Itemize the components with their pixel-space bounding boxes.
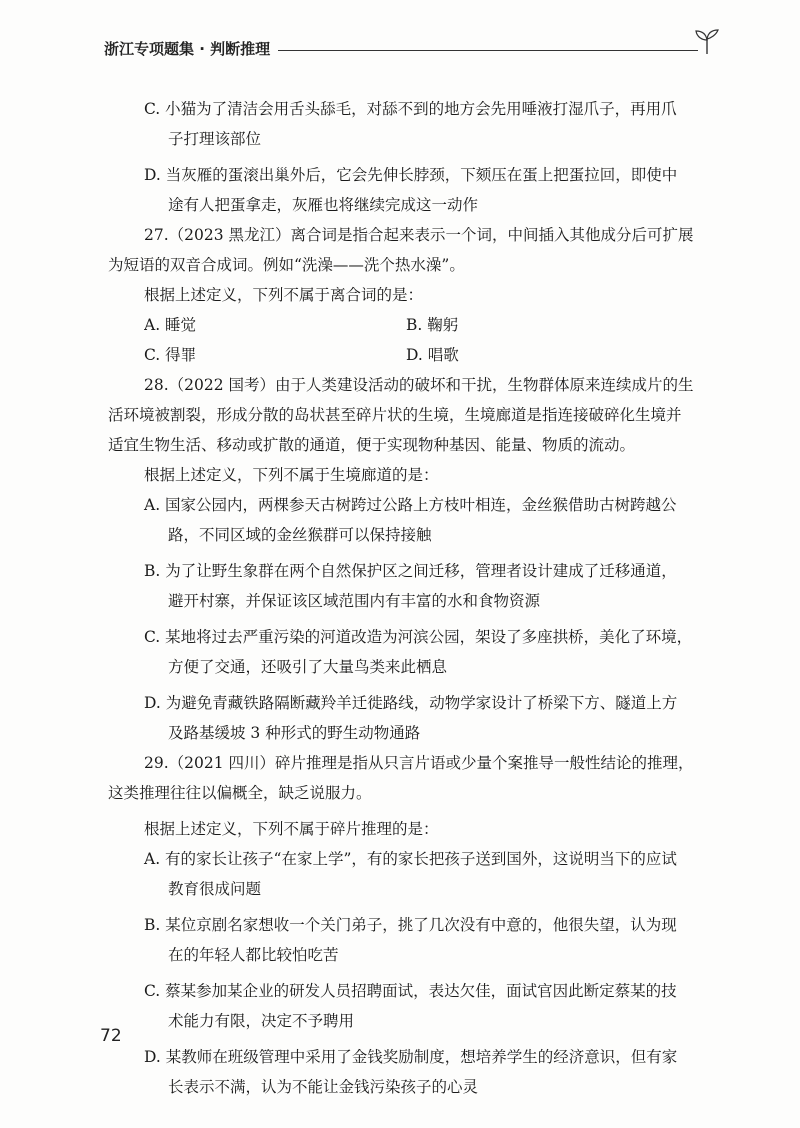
header-rule [278,50,698,51]
option-c: C. 得罪 [144,346,197,364]
option-d-cont: 及路基缓坡 3 种形式的野生动物通路 [168,724,421,742]
option-a: A. 睡觉 [144,316,197,334]
question-27 [108,222,720,369]
question-26-options [108,96,720,219]
option-c: C. 某地将过去严重污染的河道改造为河滨公园，架设了多座拱桥，美化了环境， [144,628,693,646]
question-29-stem: 29.（2021 四川）碎片推理是指从只言片语或少量个案推导一般性结论的推理， [144,754,694,772]
option-b: B. 某位京剧名家想收一个关门弟子，挑了几次没有中意的，他很失望，认为现 [144,916,677,934]
option-d: D. 某教师在班级管理中采用了金钱奖励制度，想培养学生的经济意识，但有家 [144,1048,678,1066]
option-a-cont: 教育很成问题 [168,880,262,898]
option-d-cont: 途有人把蛋拿走，灰雁也将继续完成这一动作 [168,196,479,214]
option-c: C. 小猫为了清洁会用舌头舔毛，对舔不到的地方会先用唾液打湿爪子，再用爪 [144,100,677,118]
header-title: 浙江专项题集 · 判断推理 [104,40,271,58]
question-27-options-row-1 [108,312,720,339]
question-content [108,96,720,1101]
option-a: A. 有的家长让孩子“在家上学”，有的家长把孩子送到国外，这说明当下的应试 [144,850,677,868]
option-a: A. 国家公园内，两棵参天古树跨过公路上方枝叶相连，金丝猴借助古树跨越公 [144,496,677,514]
option-b-cont: 避开村寨，并保证该区域范围内有丰富的水和食物资源 [168,592,541,610]
option-d: D. 当灰雁的蛋滚出巢外后，它会先伸长脖颈，下颏压在蛋上把蛋拉回，即使中 [144,166,678,184]
option-c-cont: 术能力有限，决定不予聘用 [168,1012,355,1030]
question-28-stem-cont: 活环境被割裂，形成分散的岛状甚至碎片状的生境，生境廊道是指连接破碎化生境并 [108,406,682,424]
option-d: D. 为避免青藏铁路隔断藏羚羊迁徙路线，动物学家设计了桥梁下方、隧道上方 [144,694,678,712]
question-28-stem-cont: 适宜生物生活、移动或扩散的通道，便于实现物种基因、能量、物质的流动。 [108,436,636,454]
question-28-intro: 根据上述定义，下列不属于生境廊道的是： [144,466,439,484]
question-28-stem: 28.（2022 国考）由于人类建设活动的破坏和干扰，生物群体原来连续成片的生 [144,376,694,394]
question-27-stem: 27.（2023 黑龙江）离合词是指合起来表示一个词，中间插入其他成分后可扩展 [144,226,694,244]
question-28 [108,372,720,747]
option-a-cont: 路，不同区域的金丝猴群可以保持接触 [168,526,432,544]
option-d: D. 唱歌 [406,346,459,364]
question-27-options-row-2 [108,342,720,369]
option-c-cont: 方便了交通，还吸引了大量鸟类来此栖息 [168,658,448,676]
question-29-intro: 根据上述定义，下列不属于碎片推理的是： [144,820,439,838]
question-27-intro: 根据上述定义，下列不属于离合词的是： [144,286,424,304]
question-29-stem-cont: 这类推理往往以偏概全，缺乏说服力。 [108,784,372,802]
question-29 [108,750,720,1101]
option-c: C. 蔡某参加某企业的研发人员招聘面试，表达欠佳，面试官因此断定蔡某的技 [144,982,677,1000]
option-b: B. 鞠躬 [406,316,459,334]
question-27-stem-cont: 为短语的双音合成词。例如“洗澡——洗个热水澡”。 [108,256,465,274]
page-header [100,30,720,64]
sprout-icon [692,28,722,56]
option-b-cont: 在的年轻人都比较怕吃苦 [168,946,339,964]
page-number: 72 [100,1026,122,1046]
option-c-cont: 子打理该部位 [168,130,262,148]
option-b: B. 为了让野生象群在两个自然保护区之间迁移，管理者设计建成了迁移通道， [144,562,677,580]
option-d-cont: 长表示不满，认为不能让金钱污染孩子的心灵 [168,1078,479,1096]
